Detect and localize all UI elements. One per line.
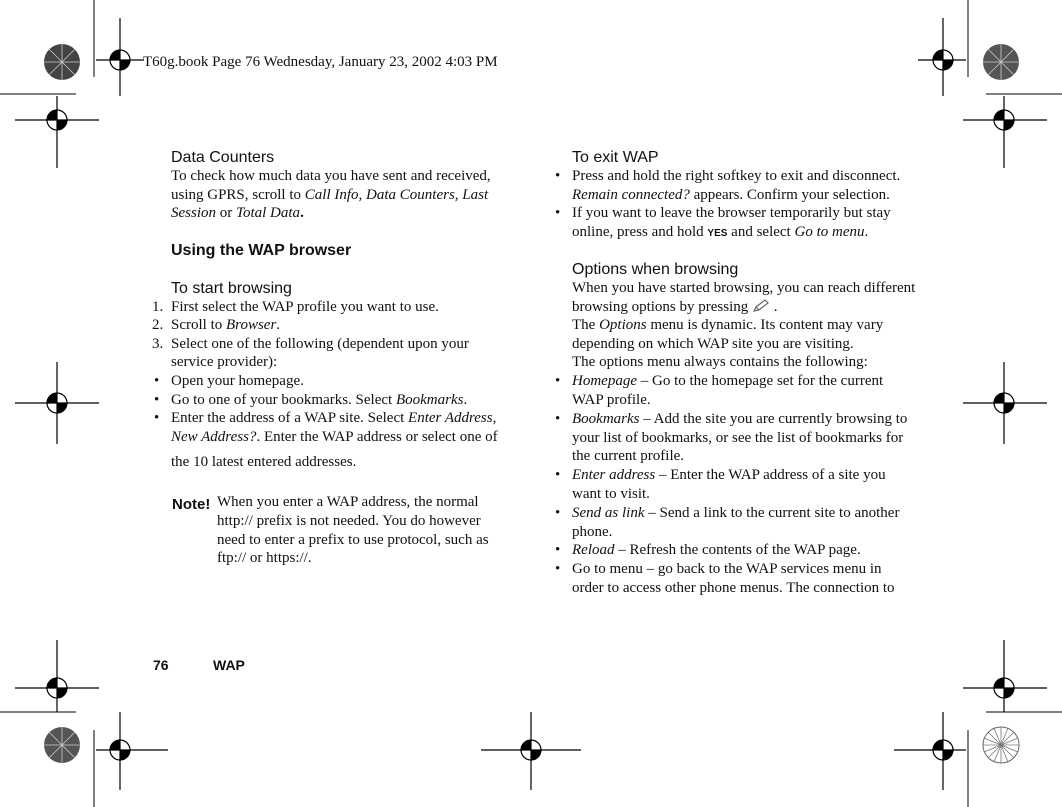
menu-go-to-menu-1: Go to menu – go back to the WAP services menu in: [572, 561, 882, 577]
page-number: 76: [153, 657, 169, 673]
exit-text-4: online, press and hold YES and select Go to menu.: [572, 224, 869, 240]
option-enter-address-3: the 10 latest entered addresses.: [171, 454, 357, 470]
step-3-text-1: Select one of the following (dependent upon your: [171, 336, 469, 352]
step-number: 2.: [152, 317, 164, 333]
option-homepage: Open your homepage.: [171, 373, 304, 389]
menu-bookmarks-2: your list of bookmarks, or see the list of bookmarks for: [572, 430, 904, 446]
menu-bookmarks-1: Bookmarks – Add the site you are currently browsing to: [572, 411, 908, 427]
section-title: WAP: [213, 657, 245, 673]
pencil-key-icon: [752, 299, 770, 313]
step-1-text: First select the WAP profile you want to use.: [171, 299, 439, 315]
bullet: •: [154, 392, 160, 408]
registration-target-icon: [15, 18, 1047, 790]
step-3-text-2: service provider):: [171, 354, 278, 370]
options-text-2: browsing options by pressing .: [572, 299, 778, 315]
using-browser-heading: Using the WAP browser: [171, 242, 352, 259]
note-text-3: need to enter a prefix to use protocol, such as: [217, 532, 489, 548]
bullet: •: [555, 168, 561, 184]
exit-text-2: Remain connected? appears. Confirm your selection.: [572, 187, 890, 203]
menu-reload: Reload – Refresh the contents of the WAP page.: [572, 542, 861, 558]
bullet: •: [555, 373, 561, 389]
menu-go-to-menu-2: order to access other phone menus. The connection to: [572, 580, 895, 596]
options-text-1: When you have started browsing, you can reach different: [572, 280, 916, 296]
options-text-4: depending on which WAP site you are visiting.: [572, 336, 854, 352]
menu-homepage-1: Homepage – Go to the homepage set for the current: [572, 373, 884, 389]
bullet: •: [555, 542, 561, 558]
menu-bookmarks-3: the current profile.: [572, 448, 685, 464]
menu-enter-address-1: Enter address – Enter the WAP address of a site you: [572, 467, 886, 483]
option-bookmarks: Go to one of your bookmarks. Select Bookmarks.: [171, 392, 468, 408]
exit-text-3: If you want to leave the browser temporarily but stay: [572, 205, 891, 221]
menu-send-link-1: Send as link – Send a link to the current site to another: [572, 505, 900, 521]
step-number: 1.: [152, 299, 164, 315]
yes-key-label: YES: [707, 228, 728, 239]
bullet: •: [555, 505, 561, 521]
note-text-2: http:// prefix is not needed. You do however: [217, 513, 481, 529]
option-enter-address-2: New Address?. Enter the WAP address or select one of: [171, 429, 498, 445]
bullet: •: [555, 205, 561, 221]
data-counters-heading: Data Counters: [171, 149, 275, 166]
start-browsing-heading: To start browsing: [171, 280, 292, 297]
menu-enter-address-2: want to visit.: [572, 486, 650, 502]
note-text-4: ftp:// or https://.: [217, 550, 312, 566]
options-heading: Options when browsing: [572, 261, 739, 278]
options-text-5: The options menu always contains the following:: [572, 354, 868, 370]
option-enter-address-1: Enter the address of a WAP site. Select Enter Address,: [171, 410, 497, 426]
menu-send-link-2: phone.: [572, 524, 613, 540]
options-text-3: The Options menu is dynamic. Its content may vary: [572, 317, 884, 333]
bullet: •: [555, 411, 561, 427]
data-counters-text-1: To check how much data you have sent and received,: [171, 168, 491, 184]
exit-text-1: Press and hold the right softkey to exit and disconnect.: [572, 168, 901, 184]
note-label: Note!: [172, 496, 211, 513]
data-counters-text-2: using GPRS, scroll to Call Info, Data Counters, Last: [171, 187, 489, 203]
bullet: •: [154, 373, 160, 389]
menu-homepage-2: WAP profile.: [572, 392, 651, 408]
exit-wap-heading: To exit WAP: [572, 149, 659, 166]
bullet: •: [555, 467, 561, 483]
step-number: 3.: [152, 336, 164, 352]
step-2-text: Scroll to Browser.: [171, 317, 281, 333]
bullet: •: [555, 561, 561, 577]
data-counters-text-3: Session or Total Data.: [171, 205, 304, 221]
bullet: •: [154, 410, 160, 426]
note-text-1: When you enter a WAP address, the normal: [217, 494, 479, 510]
book-header-line: T60g.book Page 76 Wednesday, January 23, 2002 4:03 PM: [143, 54, 498, 70]
